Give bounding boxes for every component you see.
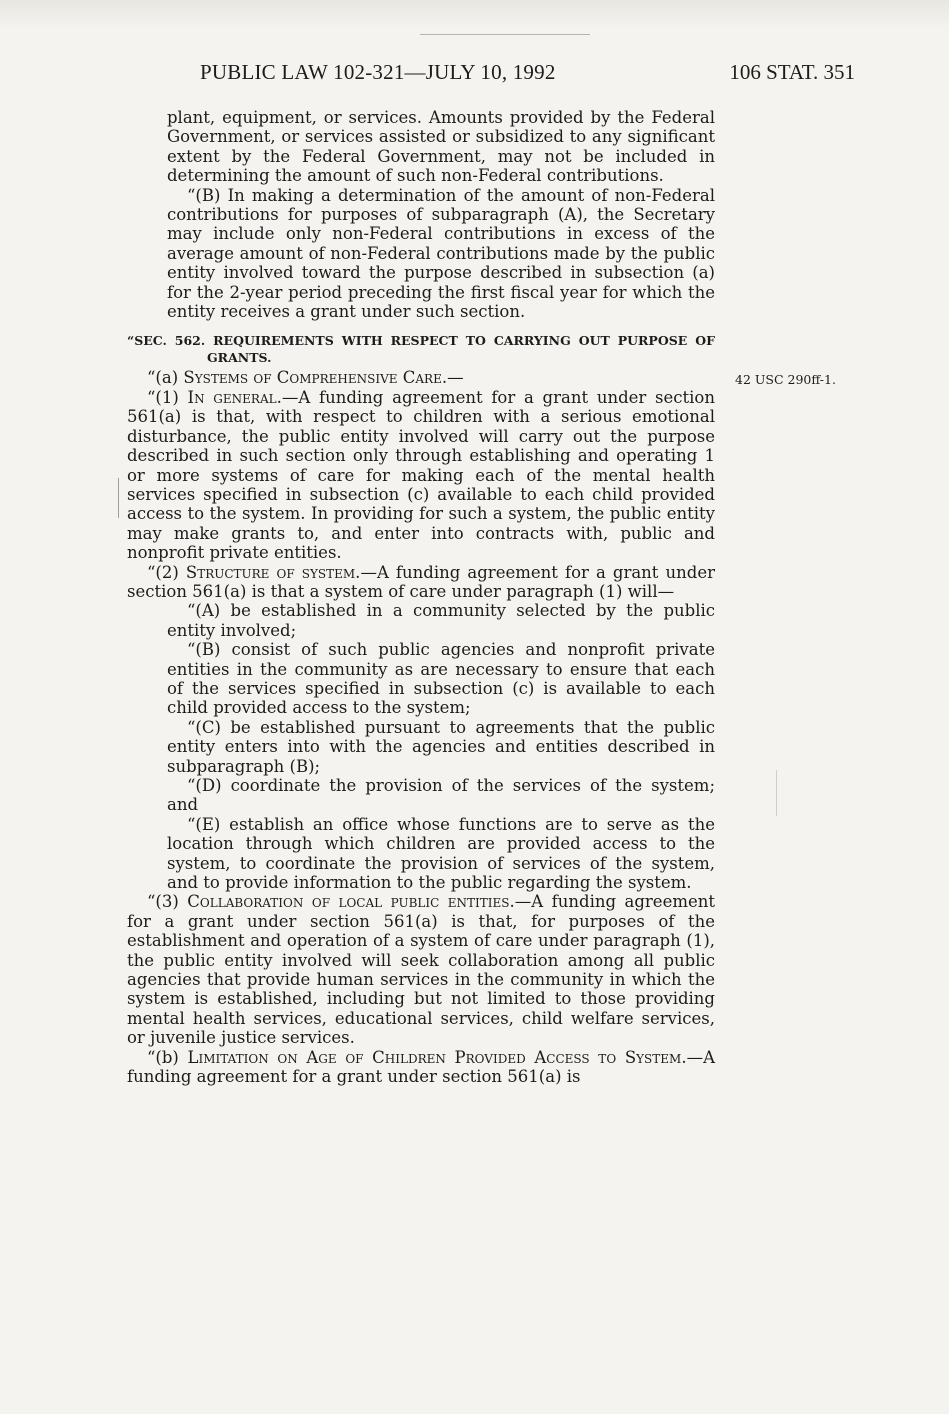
scan-gutter-mark	[118, 478, 119, 518]
paragraph-a3-text: —A funding agreement for a grant under section 561(a) is that, for purposes of the establishment and operation of a system of care under paragraph (1), the public entity involved will seek collaboration among all public agencies that provide human services in the community in which the system is established, including but not limited to those providing mental health services, educational services, child welfare services, or juvenile justice services.	[127, 892, 716, 1048]
subparagraph-D: “(D) coordinate the provision of the services of the system; and	[167, 776, 715, 815]
scan-gutter-mark-right	[776, 770, 777, 816]
page-header	[200, 60, 855, 90]
paragraph-a1-lead: “(1)	[147, 387, 188, 407]
paragraph-a3	[127, 892, 715, 1047]
subsection-a-lead: “(a)	[147, 368, 184, 388]
subsection-b-lead: “(b)	[147, 1047, 188, 1067]
paragraph-b-subparagraph: “(B) In making a determination of the amount of non-Federal contributions for purposes of subparagraph (A), the Secretary may include only non-Federal contributions in excess of the average amount of non-Federal contributions made by the public entity involved toward the purpose described in subsection (a) for the 2-year period preceding the first fiscal year for which the entity receives a grant under such section.	[167, 185, 715, 322]
paragraph-a3-title: Collaboration of local public entities.	[187, 892, 515, 912]
scan-bleed-line	[420, 34, 590, 35]
paragraph-a2-lead: “(2)	[147, 562, 186, 582]
subsection-a-heading	[127, 368, 715, 387]
paragraph-a2-text: —A funding agreement for a grant under section 561(a) is that a system of care under paragraph (1) will—	[127, 562, 715, 601]
paragraph-a1-text: —A funding agreement for a grant under section 561(a) is that, with respect to children with a serious emotional disturbance, the public entity involved will carry out the purpose described in such section only through establishing and operating 1 or more systems of care for making each of the mental health services specified in subsection (c) available to each child provided access to the system. In providing for such a system, the public entity may make grants to, and enter into contracts with, public and nonprofit private entities.	[127, 387, 715, 563]
paragraph-a2	[127, 563, 715, 602]
paragraph-a1-title: In general.	[187, 387, 282, 407]
subparagraph-E: “(E) establish an office whose functions are to serve as the location through which children are provided access to the system, to coordinate the provision of services of the system, and to provide information to the public regarding the system.	[167, 814, 715, 893]
subparagraph-B: “(B) consist of such public agencies and nonprofit private entities in the community as are necessary to ensure that each of the services specified in subsection (c) is available to each child provided access to the system;	[167, 640, 715, 718]
usc-margin-note: 42 USC 290ff-1.	[735, 372, 836, 387]
statute-page-citation: 106 STAT. 351	[729, 60, 855, 84]
section-562-heading: “SEC. 562. REQUIREMENTS WITH RESPECT TO CARRYING OUT PURPOSE OF GRANTS.	[127, 333, 715, 366]
paragraph-continuation: plant, equipment, or services. Amounts provided by the Federal Government, or services assisted or subsidized to any significant extent by the Federal Government, may not be included in determining the amount of such non-Federal contributions.	[167, 108, 715, 186]
subsection-b-text: —A funding agreement for a grant under section 561(a) is	[127, 1047, 715, 1087]
paragraph-a3-lead: “(3)	[147, 892, 188, 912]
subsection-a-title: Systems of Comprehensive Care.—	[183, 368, 464, 388]
subsection-b	[127, 1048, 715, 1087]
subparagraph-A: “(A) be established in a community selected by the public entity involved;	[167, 601, 715, 640]
statute-body	[127, 108, 715, 1087]
scan-top-edge	[0, 0, 949, 28]
paragraph-a1	[127, 388, 715, 563]
subsection-b-title: Limitation on Age of Children Provided Access to System.	[187, 1047, 687, 1067]
running-head: PUBLIC LAW 102-321—JULY 10, 1992	[200, 60, 556, 84]
paragraph-a2-title: Structure of system.	[185, 562, 361, 582]
subparagraph-C: “(C) be established pursuant to agreements that the public entity enters into with the agencies and entities described in subparagraph (B);	[167, 717, 715, 776]
